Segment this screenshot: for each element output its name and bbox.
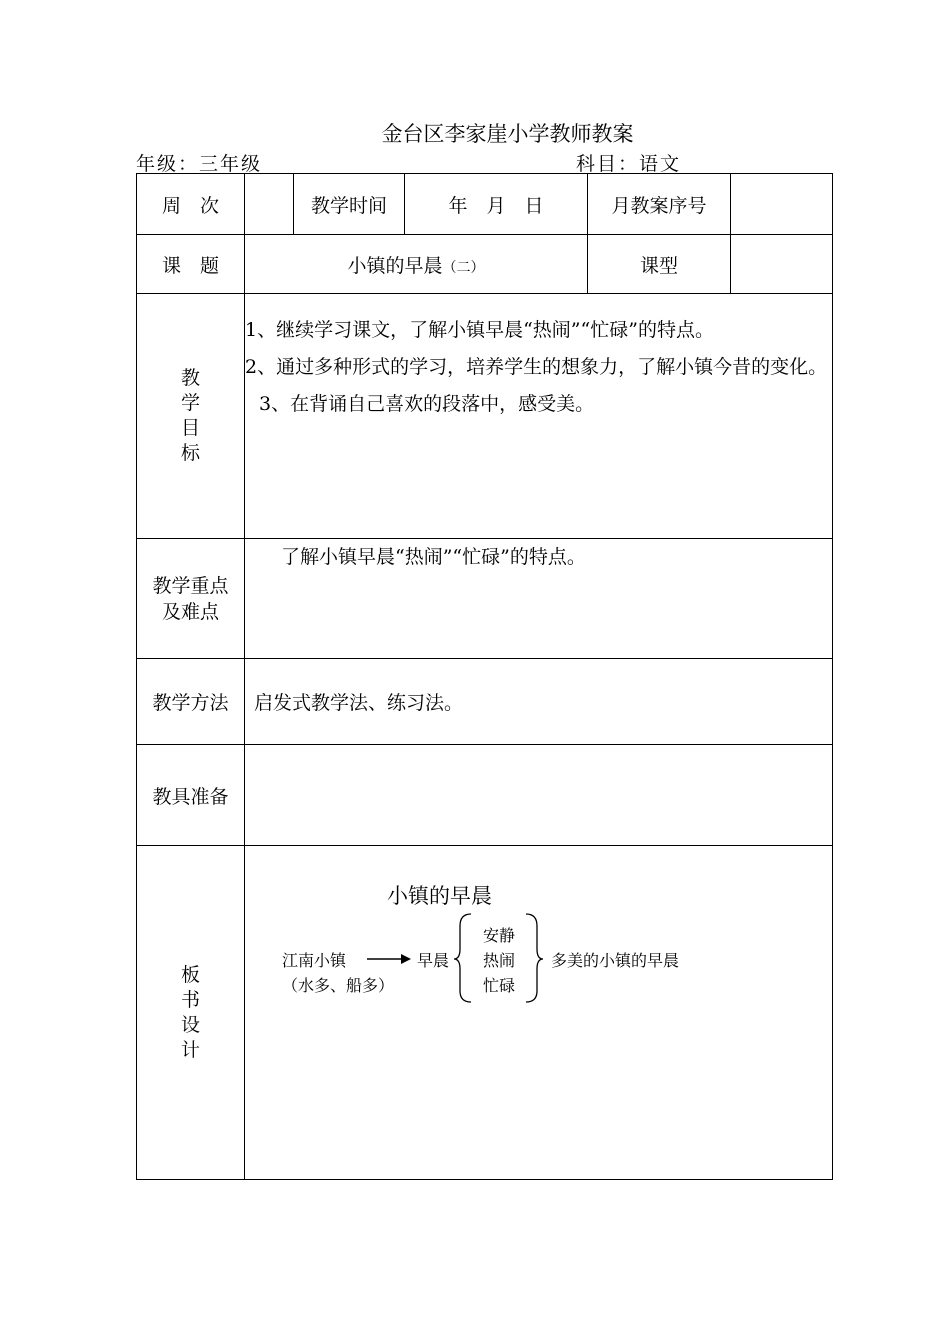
arrow-head-icon [401, 954, 411, 964]
sequence-label: 月教案序号 [588, 174, 731, 235]
goals-label-char: 教 [180, 367, 200, 389]
board-item-lively: 热闹 [483, 951, 516, 970]
goals-label-char: 学 [180, 392, 200, 414]
date-value: 年 月 日 [405, 174, 588, 235]
board-item-busy: 忙碌 [483, 976, 516, 995]
topic-row [137, 235, 833, 294]
key-points-label-line: 教学重点 [152, 574, 229, 597]
tools-row [137, 745, 833, 846]
key-points-label [137, 539, 245, 659]
teaching-time-label: 教学时间 [294, 174, 405, 235]
board-item-quiet: 安静 [483, 926, 516, 945]
goal-item: 2、通过多种形式的学习，培养学生的想象力，了解小镇今昔的变化。 [245, 356, 828, 378]
grade-label: 年级：三年级 [136, 153, 263, 175]
board-morning: 早晨 [417, 951, 450, 970]
goal-item: 1、继续学习课文，了解小镇早晨“热闹”“忙碌”的特点。 [245, 319, 714, 341]
right-brace-icon [526, 914, 543, 1002]
board-town-detail: （水多、船多） [282, 976, 395, 995]
board-label-char: 板 [180, 963, 200, 986]
page-title: 金台区李家崖小学教师教案 [381, 122, 634, 146]
topic-label: 课 题 [137, 235, 245, 294]
sequence-value [731, 174, 833, 235]
board-label-char: 书 [180, 988, 200, 1011]
topic-text: 小镇的早晨 [347, 254, 443, 277]
board-row [137, 846, 833, 1180]
goals-row [137, 294, 833, 539]
topic-suffix: （二） [442, 259, 485, 276]
board-title: 小镇的早晨 [387, 884, 492, 908]
lesson-plan-table [136, 173, 833, 1180]
tools-text [245, 745, 833, 846]
key-points-label-line: 及难点 [161, 600, 219, 623]
info-row [137, 174, 833, 235]
subject-label: 科目：语文 [576, 153, 682, 175]
topic-value [245, 235, 588, 294]
key-points-row [137, 539, 833, 659]
board-label-char: 计 [180, 1038, 200, 1061]
tools-label: 教具准备 [137, 745, 245, 846]
left-brace-icon [454, 914, 471, 1002]
week-label: 周 次 [137, 174, 245, 235]
lesson-type-label: 课型 [588, 235, 731, 294]
method-label: 教学方法 [137, 659, 245, 745]
lesson-type-value [731, 235, 833, 294]
goal-item: 3、在背诵自己喜欢的段落中，感受美。 [259, 393, 595, 415]
board-town: 江南小镇 [282, 951, 347, 970]
method-text: 启发式教学法、练习法。 [245, 659, 833, 745]
goals-content [245, 294, 833, 539]
board-design [245, 846, 833, 1180]
week-value [245, 174, 294, 235]
key-points-text: 了解小镇早晨“热闹”“忙碌”的特点。 [245, 539, 833, 659]
goals-label [137, 294, 245, 539]
board-label [137, 846, 245, 1180]
board-connectors [245, 846, 831, 1180]
method-row [137, 659, 833, 745]
goals-label-char: 目 [180, 417, 200, 439]
board-conclusion: 多美的小镇的早晨 [551, 951, 680, 970]
board-label-char: 设 [180, 1013, 200, 1036]
goals-label-char: 标 [180, 442, 200, 464]
